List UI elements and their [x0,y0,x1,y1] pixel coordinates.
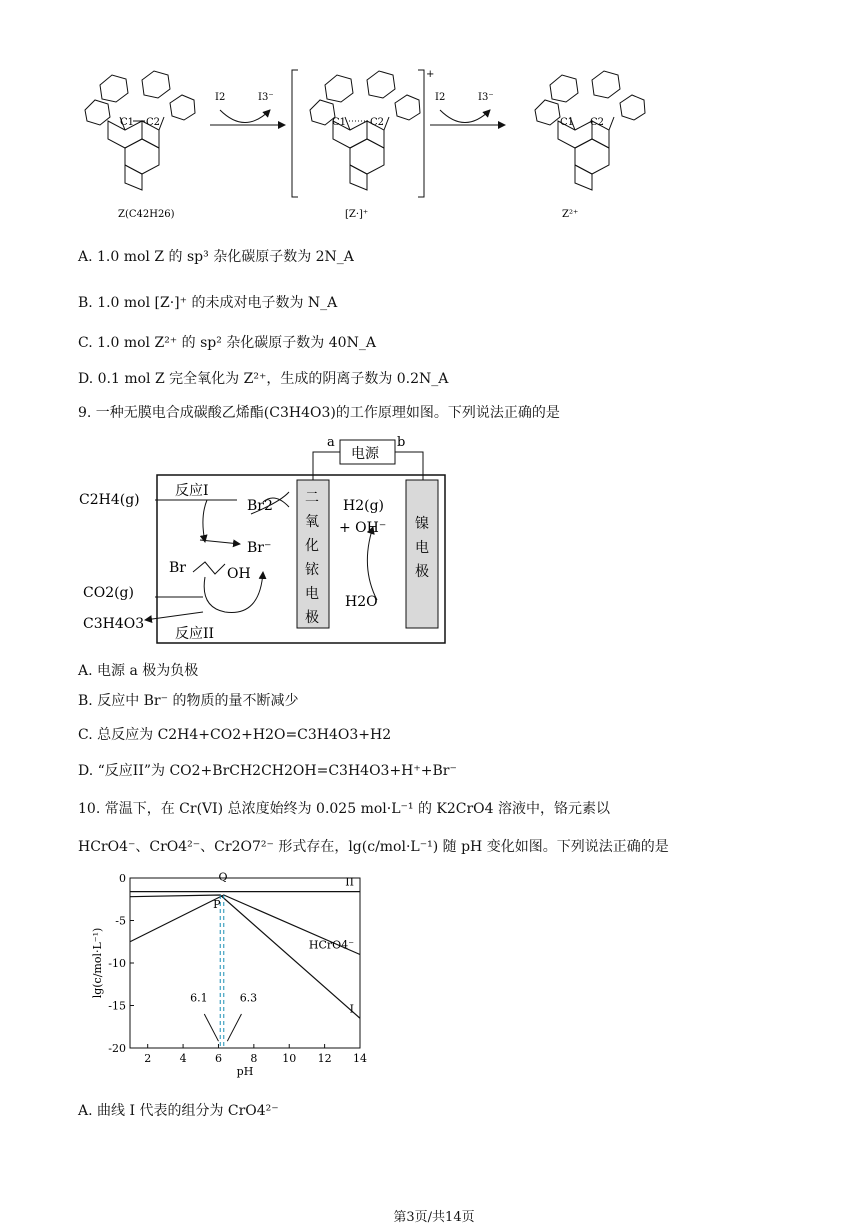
page-footer: 第3页/共14页 [393,1210,475,1225]
annotation-6-1: 6.1 [190,991,208,1005]
q8-option-b: B. 1.0 mol [Z·]⁺ 的未成对电子数为 N_A [78,295,338,311]
annotation-q: Q [218,870,228,884]
y-axis-label: lg(c/mol·L⁻¹) [91,927,104,999]
arrow1-reagent-right: I3⁻ [258,92,274,103]
series-label-1: HCrO4⁻ [308,938,354,952]
z2-c1-label: C1 [560,117,575,128]
x-tick-label: 2 [144,1052,152,1065]
reaction1-label: 反应I [175,483,209,499]
bracket-charge: + [426,69,435,80]
pole-a-label: a [327,435,335,450]
electrolysis-diagram [75,432,455,647]
q10-option-a: A. 曲线 I 代表的组分为 CrO4²⁻ [78,1103,279,1119]
q9-option-c: C. 总反应为 C2H4+CO2+H2O=C3H4O3+H2 [78,727,392,743]
y-tick-label: -20 [108,1042,126,1055]
q9-option-d: D. “反应II”为 CO2+BrCH2CH2OH=C3H4O3+H⁺+Br⁻ [78,763,457,779]
molecule-z [85,71,195,190]
series-label-0: II [345,875,354,889]
c2h4-label: C2H4(g) [79,492,140,508]
arrow1-reagent-left: I2 [215,92,226,103]
q10-stem-line2: HCrO4⁻、CrO4²⁻、Cr2O7²⁻ 形式存在，lg(c/mol·L⁻¹) 随 pH 变化如图。下列说法正确的是 [78,839,669,855]
plot-frame [130,875,360,1048]
co2-label: CO2(g) [83,585,134,601]
br-minus-label: Br⁻ [247,540,272,556]
radical-c2-label: C2 [370,117,385,128]
arrow2-reagent-left: I2 [435,92,446,103]
q8-option-a: A. 1.0 mol Z 的 sp³ 杂化碳原子数为 2N_A [78,249,354,265]
arrow-6-1 [204,1014,218,1041]
radical-c1-label: C1 [332,117,347,128]
molecule-z2 [535,71,645,190]
x-axis-label: pH [236,1065,254,1078]
br-chain-label: Br [169,560,186,576]
reaction2-label: 反应II [175,626,215,642]
q10-stem-line1: 10. 常温下，在 Cr(VI) 总浓度始终为 0.025 mol·L⁻¹ 的 K2CrO4 溶液中，铬元素以 [78,801,610,817]
oh-minus-label: + OH⁻ [339,520,387,536]
molecule-z-radical [310,71,420,190]
h2o-label: H2O [345,594,378,610]
pole-b-label: b [397,435,406,450]
q9-stem: 9. 一种无膜电合成碳酸乙烯酯(C3H4O3)的工作原理如图。下列说法正确的是 [78,405,560,421]
y-tick-label: 0 [119,872,126,885]
z-radical-label: [Z·]⁺ [345,209,369,220]
br2-label: Br2 [247,498,273,514]
q9-option-a: A. 电源 a 极为负极 [78,663,199,679]
oxidation-scheme [70,55,790,225]
series-label-2: I [349,1002,354,1016]
z2-label: Z²⁺ [562,209,579,220]
atom-c1-label: C1 [120,117,135,128]
q8-option-d: D. 0.1 mol Z 完全氧化为 Z²⁺，生成的阴离子数为 0.2N_A [78,371,449,387]
right-electrode-label: 镍电极 [415,516,429,580]
q9-option-b: B. 反应中 Br⁻ 的物质的量不断减少 [78,693,299,709]
z-label: Z(C42H26) [118,209,175,220]
c3h4o3-label: C3H4O3 [83,616,145,632]
annotation-p: P [213,897,221,911]
x-tick-label: 14 [353,1052,367,1065]
lg-c-vs-ph-chart [75,868,375,1088]
atom-c2-label: C2 [146,117,161,128]
left-electrode-label: 二氧化铱电极 [305,490,319,626]
x-tick-label: 8 [250,1052,258,1065]
arrow2-reagent-right: I3⁻ [478,92,494,103]
y-tick-label: -5 [115,914,126,928]
x-tick-label: 4 [179,1052,187,1065]
q8-option-c: C. 1.0 mol Z²⁺ 的 sp² 杂化碳原子数为 40N_A [78,335,376,351]
annotation-6-3: 6.3 [239,991,258,1005]
power-source-label: 电源 [351,446,379,462]
arrow-6-3 [227,1014,241,1041]
y-tick-label: -15 [108,999,126,1013]
y-tick-label: -10 [108,957,126,970]
x-tick-label: 12 [317,1052,332,1065]
x-tick-label: 6 [214,1052,222,1065]
z2-c2-label: C2 [590,117,605,128]
x-tick-label: 10 [282,1052,297,1065]
oh-label: OH [227,566,251,582]
h2-label: H2(g) [343,498,385,514]
